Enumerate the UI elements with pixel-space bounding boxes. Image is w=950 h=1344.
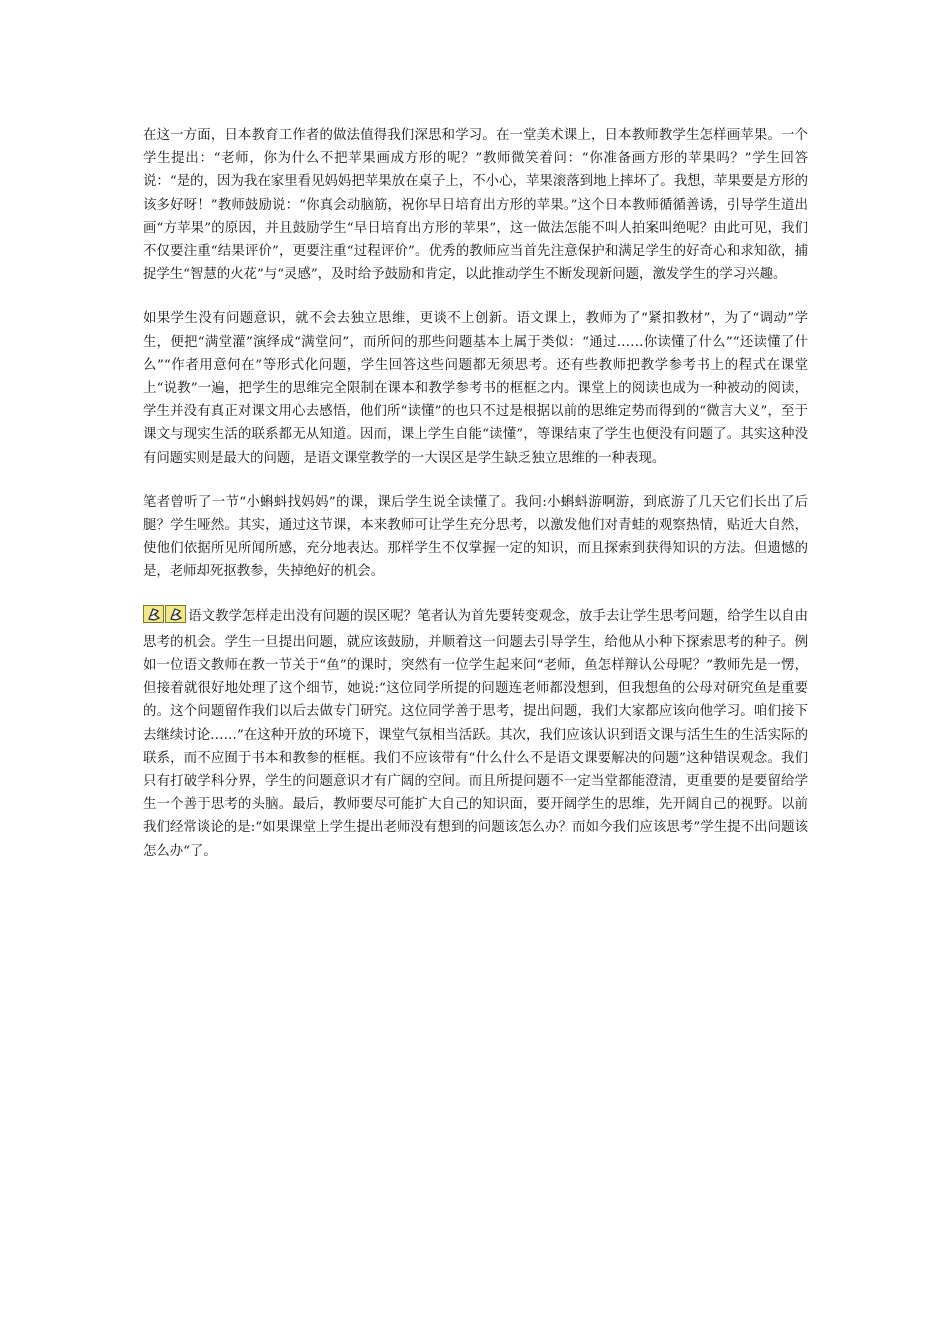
document-body <box>143 124 808 884</box>
paragraph-3: 笔者曾听了一节“小蝌蚪找妈妈”的课，课后学生说全读懂了。我问:小蝌蚪游啊游，到底游了几天它们长出了后腿？学生哑然。其实，通过这节课，本来教师可让学生充分思考，以激发他们对青蛙的观察热情，贴近大自然，使他们依据所见所闻所感，充分地表达。那样学生不仅掌握一定的知识，而且探索到获得知识的方法。但遗憾的是，老师却死抠教参，失掉绝好的机会。 <box>143 494 808 580</box>
bookmark-icon <box>143 605 164 623</box>
paragraph-4-text: 语文教学怎样走出没有问题的误区呢？笔者认为首先要转变观念，放手去让学生思考问题，给学生以自由思考的机会。学生一旦提出问题，就应该鼓励，并顺着这一问题去引导学生，给他从小种下探索思考的种子。例如一位语文教师在教一节关于“鱼”的课时，突然有一位学生起来问“老师，鱼怎样辩认公母呢？”教师先是一愣，但接着就很好地处理了这个细节，她说:“这位同学所提的问题连老师都没想到，但我想鱼的公母对研究鱼是重要的。这个问题留作我们以后去做专门研究。这位同学善于思考，提出问题，我们大家都应该向他学习。咱们接下去继续讨论……”在这种开放的环境下，课堂气氛相当活跃。其次，我们应该认识到语文课与活生生的生活实际的联系，而不应囿于书本和教参的框框。我们不应该带有“什么什么不是语文课要解决的问题”这种错误观念。我们只有打破学科分界，学生的问题意识才有广阔的空间。而且所提问题不一定当堂都能澄清，更重要的是要留给学生一个善于思考的头脑。最后，教师要尽可能扩大自己的知识面，要开阔学生的思维，先开阔自己的视野。以前我们经常谈论的是:“如果课堂上学生提出老师没有想到的问题该怎么办？而如今我们应该思考”学生提不出问题该怎么办“了。 <box>143 608 808 859</box>
inline-icons <box>143 605 187 631</box>
bookmark-icon <box>165 605 186 623</box>
paragraph-1: 在这一方面，日本教育工作者的做法值得我们深思和学习。在一堂美术课上，日本教师教学生怎样画苹果。一个学生提出：“老师，你为什么不把苹果画成方形的呢？”教师微笑着问：“你准备画方形的苹果吗？”学生回答说：“是的，因为我在家里看见妈妈把苹果放在桌子上，不小心，苹果滚落到地上摔坏了。我想，苹果要是方形的该多好呀！”教师鼓励说：“你真会动脑筋，祝你早日培育出方形的苹果。”这个日本教师循循善诱，引导学生道出画“方苹果”的原因，并且鼓励学生“早日培育出方形的苹果”，这一做法怎能不叫人拍案叫绝呢？由此可见，我们不仅要注重“结果评价”，更要注重“过程评价”。优秀的教师应当首先注意保护和满足学生的好奇心和求知欲，捕捉学生“智慧的火花”与“灵感”，及时给予鼓励和肯定，以此推动学生不断发现新问题，激发学生的学习兴趣。 <box>143 128 808 283</box>
paragraph-2: 如果学生没有问题意识，就不会去独立思维，更谈不上创新。语文课上，教师为了“紧扣教材”，为了“调动”学生，便把“满堂灌”演绎成“满堂问”，而所问的那些问题基本上属于类似：“通过……你读懂了什么”“还读懂了什么”“作者用意何在”等形式化问题，学生回答这些问题都无须思考。还有些教师把教学参考书上的程式在课堂上“说教”一遍，把学生的思维完全限制在课本和教学参考书的框框之内。课堂上的阅读也成为一种被动的阅读，学生并没有真正对课文用心去感悟，他们所“读懂”的也只不过是根据以前的思维定势而得到的“微言大义”，至于课文与现实生活的联系都无从知道。因而，课上学生自能“读懂”，等课结束了学生也便没有问题了。其实这种没有问题实则是最大的问题，是语文课堂教学的一大误区是学生缺乏独立思维的一种表现。 <box>143 311 808 466</box>
paragraph-4 <box>143 605 808 863</box>
